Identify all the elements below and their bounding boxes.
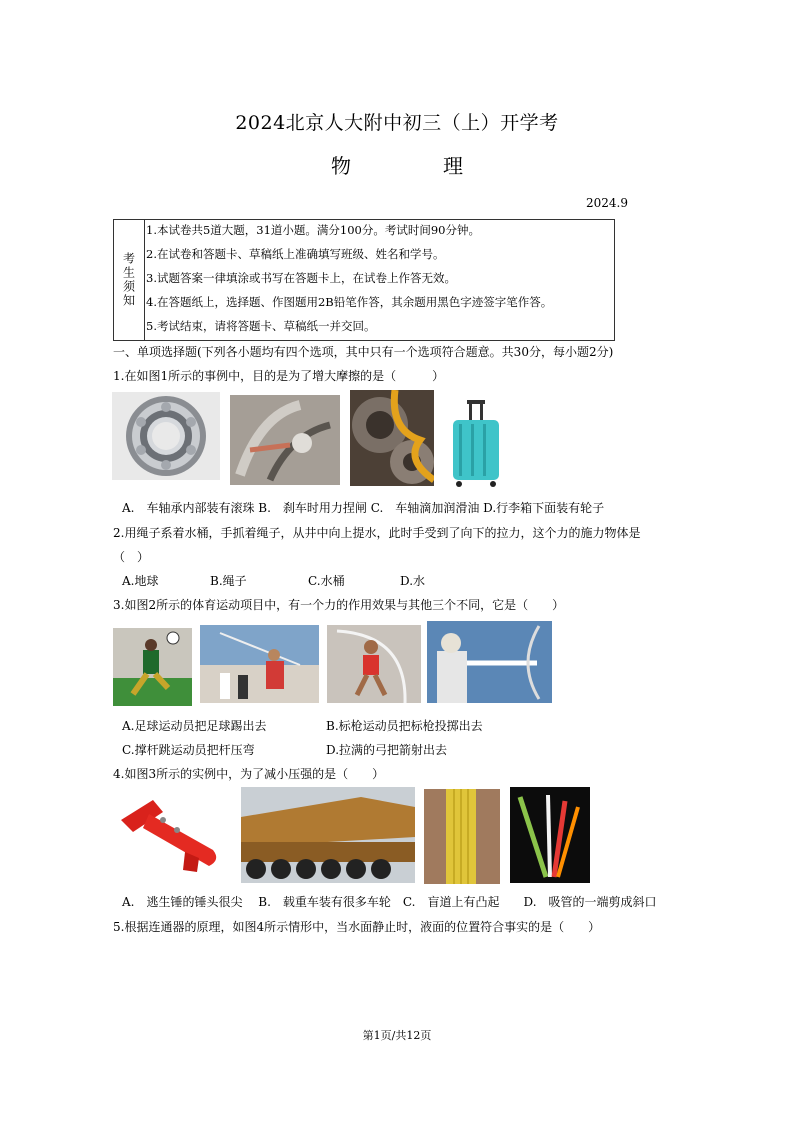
gear-oil-image: [350, 390, 434, 486]
q1-stem: 1.在如图1所示的事例中，目的是为了增大摩擦的是（ ）: [113, 369, 445, 383]
page-number: 第1页/共12页: [362, 1029, 432, 1042]
soccer-image: [113, 628, 192, 706]
exam-title: 2024北京人大附中初三（上）开学考: [235, 112, 559, 134]
notice-item: 3.试题答案一律填涂或书写在答题卡上，在试卷上作答无效。: [146, 271, 456, 285]
escape-hammer-image: [113, 790, 227, 876]
brake-image: [230, 395, 340, 485]
archery-image: [427, 621, 552, 703]
q2-option-b: B.绳子: [210, 574, 247, 588]
q3-option-d: D.拉满的弓把箭射出去: [326, 743, 448, 757]
notice-item: 5.考试结束，请将答题卡、草稿纸一并交回。: [146, 319, 376, 333]
heavy-truck-image: [241, 787, 415, 883]
q3-option-c: C.撑杆跳运动员把杆压弯: [122, 743, 255, 757]
q2-option-c: C.水桶: [308, 574, 345, 588]
q2-stem: 2.用绳子系着水桶，手抓着绳子，从井中向上提水，此时手受到了向下的拉力，这个力的施力物体是: [113, 526, 641, 540]
q4-options: A. 逃生锤的锤头很尖 B. 载重车装有很多车轮 C. 盲道上有凸起 D. 吸管的一端剪成斜口: [122, 895, 657, 909]
q2-option-a: A.地球: [122, 574, 159, 588]
suitcase-image: [447, 400, 503, 488]
tactile-paving-image: [424, 789, 500, 884]
q4-stem: 4.如图3所示的实例中，为了减小压强的是（ ）: [113, 767, 385, 781]
q2-stem-cont: （ ）: [113, 550, 150, 564]
notice-item: 1.本试卷共5道大题，31道小题。满分100分。考试时间90分钟。: [146, 223, 481, 237]
section-heading: 一、单项选择题(下列各小题均有四个选项，其中只有一个选项符合题意。共30分，每小题2分): [113, 345, 614, 359]
bearing-image: [112, 392, 220, 480]
q5-stem: 5.根据连通器的原理，如图4所示情形中，当水面静止时，液面的位置符合事实的是（ ）: [113, 920, 601, 934]
subject-title: 物 理: [331, 154, 499, 178]
q3-stem: 3.如图2所示的体育运动项目中，有一个力的作用效果与其他三个不同，它是（ ）: [113, 598, 565, 612]
q1-options: A. 车轴承内部装有滚珠 B. 刹车时用力捏闸 C. 车轴滴加润滑油 D.行李箱下面装有轮子: [122, 501, 605, 515]
notice-item: 2.在试卷和答题卡、草稿纸上准确填写班级、姓名和学号。: [146, 247, 445, 261]
pole-vault-image: [327, 625, 421, 703]
q2-option-d: D.水: [400, 574, 426, 588]
notice-box: [113, 219, 615, 341]
notice-label: 考生须知: [114, 220, 145, 340]
q3-option-a: A.足球运动员把足球踢出去: [122, 719, 267, 733]
notice-item: 4.在答题纸上，选择题、作图题用2B铅笔作答，其余题用黑色字迹签字笔作答。: [146, 295, 553, 309]
notice-list: [145, 220, 614, 340]
javelin-image: [200, 625, 319, 703]
exam-date: 2024.9: [586, 196, 628, 210]
q3-option-b: B.标枪运动员把标枪投掷出去: [326, 719, 483, 733]
straws-image: [510, 787, 590, 883]
